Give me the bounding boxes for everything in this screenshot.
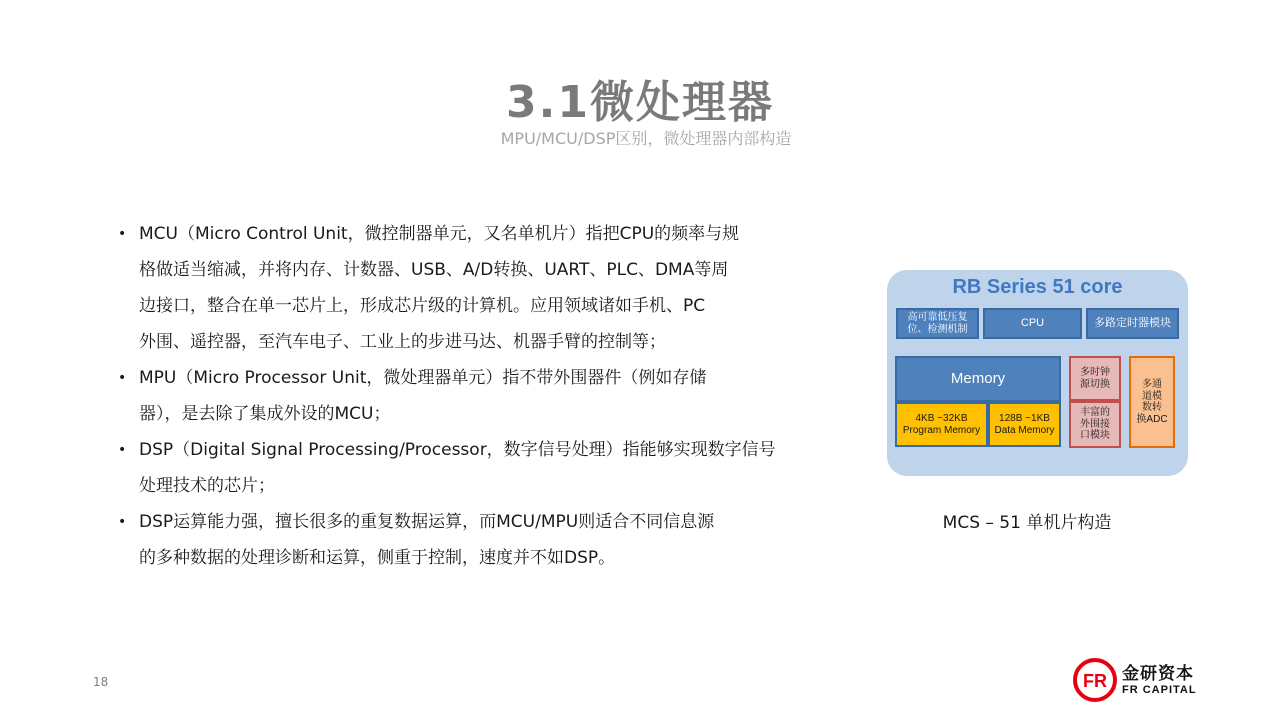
page-number: 18	[93, 675, 109, 689]
bullet-item-dsp	[116, 432, 816, 504]
company-logo	[1072, 657, 1212, 703]
logo-name-en: FR CAPITAL	[1122, 684, 1197, 696]
bullet-line: 器），是去除了集成外设的MCU；	[139, 404, 391, 424]
bullet-line: MCU（Micro Control Unit，微控制器单元，又名单机片）指把CPU的频率与规	[139, 224, 740, 244]
bullet-item-mcu	[116, 216, 816, 360]
diagram-caption: MCS – 51 单机片构造	[942, 513, 1112, 533]
bullet-icon: •	[118, 442, 127, 458]
memory-block: Memory	[895, 356, 1061, 402]
bullet-line: 格做适当缩减，并将内存、计数器、USB、A/D转换、UART、PLC、DMA等周	[139, 260, 729, 280]
clock-switch-block: 多时钟 源切换	[1069, 356, 1121, 401]
slide-subtitle: MPU/MCU/DSP区别，微处理器内部构造	[500, 129, 792, 148]
bullet-line: 外围、遥控器，至汽车电子、工业上的步进马达、机器手臂的控制等；	[139, 332, 666, 352]
logo-name-cn: 金研资本	[1122, 664, 1194, 684]
logo-mark-text: FR	[1083, 671, 1107, 691]
adc-block: 多通 道模 数转 换ADC	[1129, 356, 1175, 448]
bullet-line: DSP（Digital Signal Processing/Processor，数字信号处理）指能够实现数字信号	[139, 440, 776, 460]
peripheral-interface-block: 丰富的 外围接 口模块	[1069, 401, 1121, 448]
bullet-item-mpu	[116, 360, 816, 432]
data-memory-block: 128B ~1KB Data Memory	[988, 402, 1061, 447]
mcs51-core-diagram	[887, 270, 1188, 476]
bullet-line: MPU（Micro Processor Unit，微处理器单元）指不带外围器件（例如存储	[139, 368, 707, 388]
bullet-line: 边接口，整合在单一芯片上，形成芯片级的计算机。应用领域诸如手机、PC	[139, 296, 706, 316]
bullet-line: 的多种数据的处理诊断和运算，侧重于控制，速度并不如DSP。	[139, 548, 616, 568]
bullet-item-comparison	[116, 504, 816, 576]
diagram-title: RB Series 51 core	[952, 276, 1123, 298]
timer-block: 多路定时器模块	[1086, 308, 1179, 339]
cpu-block: CPU	[983, 308, 1082, 339]
program-memory-block: 4KB ~32KB Program Memory	[895, 402, 988, 447]
slide-title: 3.1微处理器	[506, 77, 774, 128]
bullet-list	[116, 216, 816, 576]
bullet-icon: •	[118, 370, 127, 386]
fr-capital-logo-icon	[1072, 657, 1118, 703]
bullet-line: DSP运算能力强，擅长很多的重复数据运算，而MCU/MPU则适合不同信息源	[139, 512, 715, 532]
bullet-line: 处理技术的芯片；	[139, 476, 275, 496]
bullet-icon: •	[118, 514, 127, 530]
bullet-icon: •	[118, 226, 127, 242]
reset-detect-block: 高可靠低压复 位、检测机制	[896, 308, 979, 339]
